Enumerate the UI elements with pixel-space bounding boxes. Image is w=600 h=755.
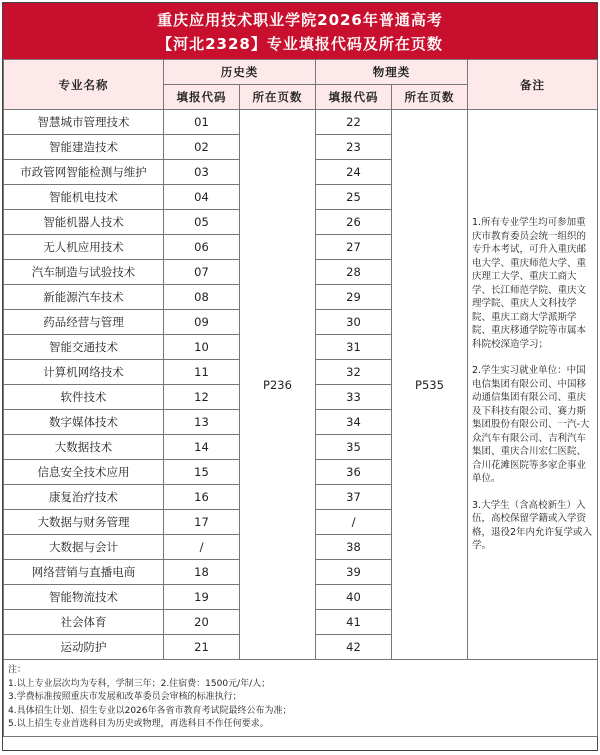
- admission-sheet: [2, 2, 598, 751]
- title-banner: [3, 3, 597, 59]
- physics-code: 22: [316, 110, 392, 135]
- sub-header-physics-page: 所在页数: [392, 85, 468, 110]
- physics-code: 38: [316, 535, 392, 560]
- major-name: 大数据技术: [4, 435, 164, 460]
- major-name: 网络营销与直播电商: [4, 560, 164, 585]
- major-name: 无人机应用技术: [4, 235, 164, 260]
- remark-item: 1.所有专业学生均可参加重庆市教育委员会统一组织的专升本考试，可升入重庆邮电大学、重庆师范大学、重庆理工大学、重庆工商大学、长江师范学院、重庆文理学院、重庆人文科技学院、重庆工商大学派斯学院、重庆移通学院等市属本科院校深造学习；: [472, 217, 587, 350]
- notes-cell: [4, 660, 598, 737]
- physics-code: 28: [316, 260, 392, 285]
- title-line-1: 重庆应用技术职业学院2026年普通高考: [157, 11, 443, 29]
- physics-code: 35: [316, 435, 392, 460]
- physics-code: 26: [316, 210, 392, 235]
- history-code: 01: [164, 110, 240, 135]
- note-item: 3.学费标准按照重庆市发展和改革委员会审核的标准执行；: [8, 692, 242, 703]
- physics-code: 33: [316, 385, 392, 410]
- notes-heading: 注：: [8, 665, 27, 675]
- physics-code: 34: [316, 410, 392, 435]
- history-code: 06: [164, 235, 240, 260]
- physics-code: 25: [316, 185, 392, 210]
- history-code: 04: [164, 185, 240, 210]
- history-code: 11: [164, 360, 240, 385]
- sub-header-physics-code: 填报代码: [316, 85, 392, 110]
- physics-code: 23: [316, 135, 392, 160]
- title-line-2: 【河北2328】专业填报代码及所在页数: [157, 35, 443, 53]
- major-name: 数字媒体技术: [4, 410, 164, 435]
- physics-code: 31: [316, 335, 392, 360]
- group-header-physics: 物理类: [316, 60, 468, 85]
- major-name: 社会体育: [4, 610, 164, 635]
- history-code: 07: [164, 260, 240, 285]
- col-header-major: 专业名称: [4, 60, 164, 110]
- physics-code: 37: [316, 485, 392, 510]
- major-name: 智慧城市管理技术: [4, 110, 164, 135]
- remark-item: 2.学生实习就业单位：中国电信集团有限公司、中国移动通信集团有限公司、重庆及下科技有限公司、赛力斯集团股份有限公司、一汽-大众汽车有限公司、吉利汽车集团、重庆合川宏仁医院、合川花滩医院等多家企事业单位。: [472, 365, 590, 485]
- major-name: 汽车制造与试验技术: [4, 260, 164, 285]
- history-code: 20: [164, 610, 240, 635]
- major-name: 信息安全技术应用: [4, 460, 164, 485]
- table-row: [4, 110, 598, 135]
- major-name: 软件技术: [4, 385, 164, 410]
- history-code: 09: [164, 310, 240, 335]
- physics-code: 39: [316, 560, 392, 585]
- physics-code: 36: [316, 460, 392, 485]
- remarks-text: [472, 216, 593, 553]
- history-code: 19: [164, 585, 240, 610]
- notes-row: [4, 660, 598, 737]
- major-name: 市政管网智能检测与维护: [4, 160, 164, 185]
- major-name: 康复治疗技术: [4, 485, 164, 510]
- physics-code: 27: [316, 235, 392, 260]
- major-name: 新能源汽车技术: [4, 285, 164, 310]
- history-code: 13: [164, 410, 240, 435]
- remark-item: 3.大学生（含高校新生）入伍，高校保留学籍或入学资格，退役2年内允许复学或入学。: [472, 499, 593, 552]
- physics-code: 29: [316, 285, 392, 310]
- history-code: 05: [164, 210, 240, 235]
- notes-text: [8, 664, 593, 732]
- remarks-cell: [468, 110, 598, 660]
- history-page: P236: [240, 110, 316, 660]
- major-name: 智能物流技术: [4, 585, 164, 610]
- note-item: 4.具体招生计划、招生专业以2026年各省市教育考试院最终公布为准；: [8, 705, 292, 716]
- major-name: 药品经营与管理: [4, 310, 164, 335]
- physics-code: 30: [316, 310, 392, 335]
- note-item: 5.以上招生专业首选科目为历史或物理，再选科目不作任何要求。: [8, 719, 269, 730]
- major-name: 大数据与会计: [4, 535, 164, 560]
- major-name: 智能交通技术: [4, 335, 164, 360]
- col-header-remarks: 备注: [468, 60, 598, 110]
- history-code: 12: [164, 385, 240, 410]
- history-code: 17: [164, 510, 240, 535]
- physics-page: P535: [392, 110, 468, 660]
- history-code: 21: [164, 635, 240, 660]
- history-code: 10: [164, 335, 240, 360]
- sub-header-history-code: 填报代码: [164, 85, 240, 110]
- history-code: 16: [164, 485, 240, 510]
- history-code: 14: [164, 435, 240, 460]
- physics-code: 32: [316, 360, 392, 385]
- history-code: 03: [164, 160, 240, 185]
- major-name: 运动防护: [4, 635, 164, 660]
- history-code: 18: [164, 560, 240, 585]
- history-code: 15: [164, 460, 240, 485]
- history-code: 02: [164, 135, 240, 160]
- physics-code: 41: [316, 610, 392, 635]
- major-code-table: [3, 59, 598, 737]
- group-header-history: 历史类: [164, 60, 316, 85]
- history-code: 08: [164, 285, 240, 310]
- major-name: 大数据与财务管理: [4, 510, 164, 535]
- physics-code: 24: [316, 160, 392, 185]
- major-name: 计算机网络技术: [4, 360, 164, 385]
- history-code: /: [164, 535, 240, 560]
- sub-header-history-page: 所在页数: [240, 85, 316, 110]
- major-name: 智能机器人技术: [4, 210, 164, 235]
- note-item: 1.以上专业层次均为专科，学制三年；2.住宿费：1500元/年/人；: [8, 678, 271, 689]
- physics-code: 42: [316, 635, 392, 660]
- physics-code: 40: [316, 585, 392, 610]
- major-name: 智能建造技术: [4, 135, 164, 160]
- major-name: 智能机电技术: [4, 185, 164, 210]
- physics-code: /: [316, 510, 392, 535]
